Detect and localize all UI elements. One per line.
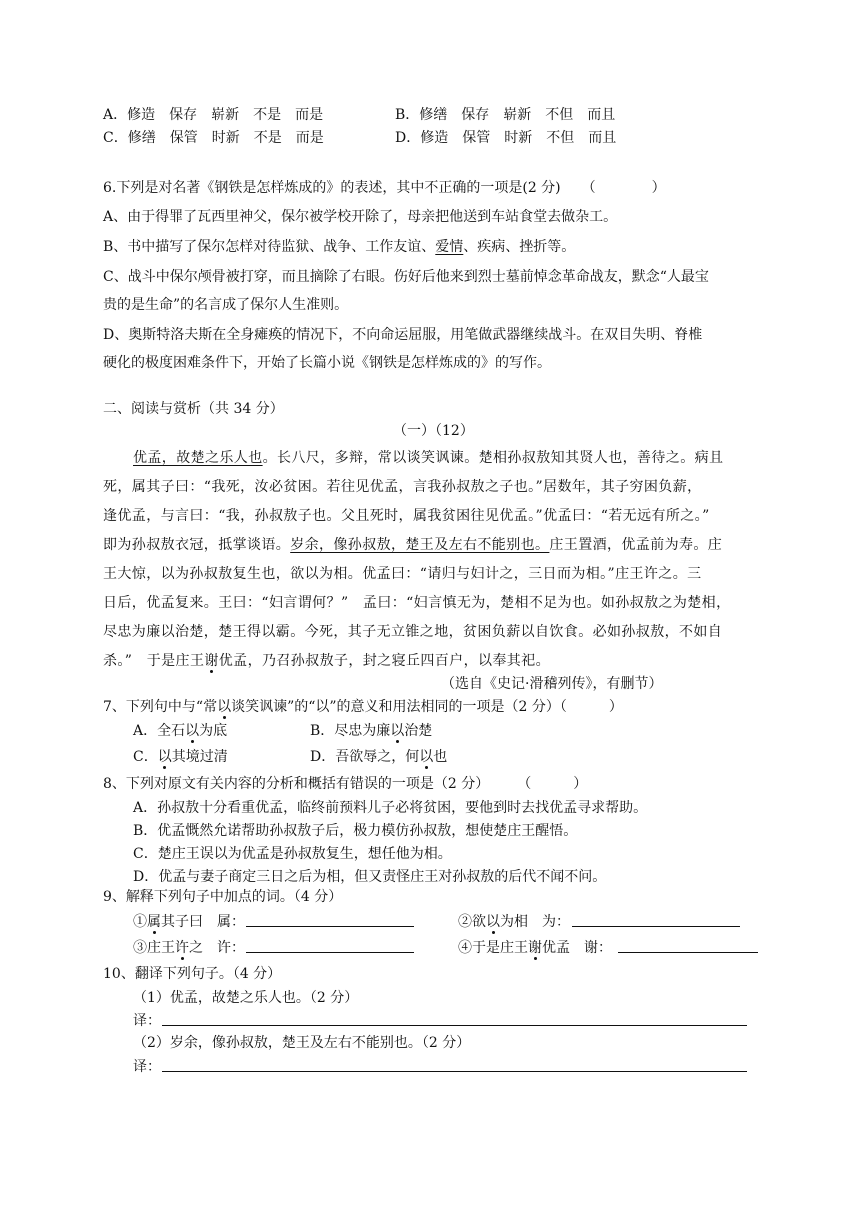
q9-item-2 bbox=[458, 913, 570, 931]
dotted-char: 以 bbox=[157, 749, 172, 765]
passage-line-1-rest: 。长八尺，多辩，常以谈笑讽谏。楚相孙叔敖知其贤人也，善待之。病且 bbox=[262, 450, 724, 466]
q7-option-a-post: 为底 bbox=[199, 723, 228, 739]
q5-option-b: B．修缮 保存 崭新 不但 而且 bbox=[395, 107, 616, 123]
q8-option-a: A．孙叔敖十分看重优孟，临终前预料儿子必将贫困，要他到时去找优孟寻求帮助。 bbox=[133, 800, 648, 816]
passage-line-2: 死，属其子曰：“我死，汝必贫困。若往见优孟，言我孙叔敖之子也。”居数年，其子穷困负薪， bbox=[103, 479, 702, 495]
dotted-char: 以 bbox=[217, 699, 232, 715]
q9-item-2-pre: ②欲 bbox=[458, 914, 486, 930]
dotted-char: 属 bbox=[147, 914, 161, 930]
q6-option-b-tail: 、疾病、挫折等。 bbox=[463, 239, 576, 255]
q6-option-c-line2: 贵的是生命”的名言成了保尔人生准则。 bbox=[103, 297, 349, 313]
dotted-char: 以 bbox=[419, 749, 434, 765]
passage-source: （选自《史记·滑稽列传》，有删节） bbox=[441, 676, 663, 692]
passage-underlined-sentence-1: 优孟，故楚之乐人也 bbox=[133, 450, 263, 466]
q10-answer-label-1: 译： bbox=[133, 1013, 161, 1029]
dotted-char: 谢 bbox=[528, 940, 542, 956]
q8-stem: 8、下列对原文有关内容的分析和概括有错误的一项是（2 分） （ ） bbox=[103, 776, 588, 792]
q10-answer-line-1[interactable] bbox=[162, 1025, 747, 1026]
q9-stem: 9、解释下列句子中加点的词。（4 分） bbox=[103, 889, 343, 905]
passage-line-8 bbox=[103, 652, 550, 670]
q9-item-4 bbox=[458, 939, 612, 957]
q6-option-c-line1: C、战斗中保尔颅骨被打穿，而且摘除了右眼。伤好后他来到烈士墓前悼念革命战友，默念“人最宝 bbox=[103, 269, 709, 285]
q5-option-a: A．修造 保存 崭新 不是 而是 bbox=[103, 107, 324, 123]
q6-option-b-text: B、书中描写了保尔怎样对待监狱、战争、工作友谊、 bbox=[103, 239, 436, 255]
q7-option-b bbox=[310, 722, 432, 740]
passage-line-1 bbox=[133, 449, 723, 467]
q9-answer-blank-2[interactable] bbox=[572, 926, 740, 927]
q6-option-d-line1: D、奥斯特洛夫斯在全身瘫痪的情况下，不向命运屈服，用笔做武器继续战斗。在双目失明、脊椎 bbox=[103, 327, 703, 343]
q6-option-b bbox=[103, 238, 575, 256]
q9-item-1 bbox=[133, 913, 245, 931]
q9-item-3 bbox=[133, 939, 245, 957]
q10-answer-label-2: 译： bbox=[133, 1059, 161, 1075]
section-title: 二、阅读与赏析（共 34 分） bbox=[103, 401, 284, 417]
q7-option-c-pre: C． bbox=[133, 749, 158, 765]
passage-line-4-pre: 即为孙叔敖衣冠，抵掌谈语。 bbox=[103, 537, 291, 553]
q7-stem-post: 谈笑讽谏”的“以”的意义和用法相同的一项是（2 分）（ ） bbox=[231, 699, 623, 715]
q9-item-3-pre: ③庄王 bbox=[133, 940, 175, 956]
passage-line-4 bbox=[103, 536, 722, 554]
q7-option-b-pre: B．尽忠为廉 bbox=[310, 723, 391, 739]
passage-subtitle: （一）（12） bbox=[393, 423, 474, 439]
q9-item-3-post: 之 许： bbox=[189, 940, 245, 956]
q7-option-c bbox=[133, 748, 228, 766]
dotted-char: 以 bbox=[185, 723, 200, 739]
q8-option-c: C．楚庄王误以为优孟是孙叔敖复生，想任他为相。 bbox=[133, 846, 452, 862]
q9-item-1-post: 其子曰 属： bbox=[161, 914, 245, 930]
dotted-char: 以 bbox=[390, 723, 405, 739]
q5-option-d: D．修造 保管 时新 不但 而且 bbox=[395, 130, 617, 146]
q6-underlined-word: 爱情 bbox=[435, 239, 464, 255]
passage-line-4-post: 庄王置酒，优孟前为寿。庄 bbox=[549, 537, 723, 553]
passage-line-8-post: 优孟，乃召孙叔敖子，封之寝丘四百户，以奉其祀。 bbox=[218, 653, 550, 669]
q6-stem: 6.下列是对名著《钢铁是怎样炼成的》的表述，其中不正确的一项是(2 分) （ ） bbox=[103, 180, 666, 196]
q8-option-b: B．优孟慨然允诺帮助孙叔敖子后，极力模仿孙叔敖，想使楚庄王醒悟。 bbox=[133, 823, 578, 839]
q7-option-a bbox=[133, 722, 227, 740]
q9-item-4-post: 优孟 谢： bbox=[542, 940, 612, 956]
q7-stem-pre: 7、下列句中与“常 bbox=[103, 699, 218, 715]
dotted-char: 以 bbox=[486, 914, 500, 930]
dotted-char: 谢 bbox=[204, 653, 219, 669]
dotted-char: 许 bbox=[175, 940, 189, 956]
q10-sentence-1: （1）优孟，故楚之乐人也。（2 分） bbox=[133, 990, 359, 1006]
q9-answer-blank-1[interactable] bbox=[246, 926, 414, 927]
q5-option-c: C．修缮 保管 时新 不是 而是 bbox=[103, 130, 324, 146]
q9-answer-blank-3[interactable] bbox=[246, 952, 414, 953]
q6-option-a: A、由于得罪了瓦西里神父，保尔被学校开除了，母亲把他送到车站食堂去做杂工。 bbox=[103, 209, 618, 225]
q9-item-2-post: 为相 为： bbox=[500, 914, 570, 930]
passage-underlined-sentence-2: 岁余，像孙叔敖，楚王及左右不能别也。 bbox=[290, 537, 550, 553]
passage-line-6: 日后，优孟复来。王曰：“妇言谓何？” 孟曰：“妇言慎无为，楚相不足为也。如孙叔敖之为楚相， bbox=[103, 595, 731, 611]
q10-answer-line-2[interactable] bbox=[162, 1071, 747, 1072]
q9-answer-blank-4[interactable] bbox=[618, 952, 758, 953]
q8-option-d: D．优孟与妻子商定三日之后为相，但又责怪庄王对孙叔敖的后代不闻不问。 bbox=[133, 869, 607, 885]
q7-option-b-post: 治楚 bbox=[404, 723, 433, 739]
q7-option-c-post: 其境过清 bbox=[171, 749, 228, 765]
q7-option-a-pre: A．全石 bbox=[133, 723, 186, 739]
q10-sentence-2: （2）岁余，像孙叔敖，楚王及左右不能别也。（2 分） bbox=[133, 1035, 471, 1051]
passage-line-8-pre: 杀。” 于是庄王 bbox=[103, 653, 205, 669]
passage-line-3: 逢优孟，与言曰：“我，孙叔敖子也。父且死时，属我贫困往见优孟。”优孟曰：“若无远有所之。” bbox=[103, 508, 710, 524]
q7-stem bbox=[103, 698, 623, 716]
passage-line-7: 尽忠为廉以治楚，楚王得以霸。今死，其子无立锥之地，贫困负薪以自饮食。必如孙叔敖，不如自 bbox=[103, 624, 723, 640]
q6-option-d-line2: 硬化的极度困难条件下，开始了长篇小说《钢铁是怎样炼成的》的写作。 bbox=[103, 355, 551, 371]
q7-option-d-pre: D．吾欲辱之，何 bbox=[310, 749, 420, 765]
passage-line-5: 王大惊，以为孙叔敖复生也，欲以为相。优孟曰：“请归与妇计之，三日而为相。”庄王许之。三 bbox=[103, 566, 702, 582]
q7-option-d-post: 也 bbox=[433, 749, 448, 765]
q9-item-1-pre: ① bbox=[133, 914, 147, 930]
q9-item-4-pre: ④于是庄王 bbox=[458, 940, 528, 956]
q10-stem: 10、翻译下列句子。（4 分） bbox=[103, 966, 282, 982]
q7-option-d bbox=[310, 748, 447, 766]
